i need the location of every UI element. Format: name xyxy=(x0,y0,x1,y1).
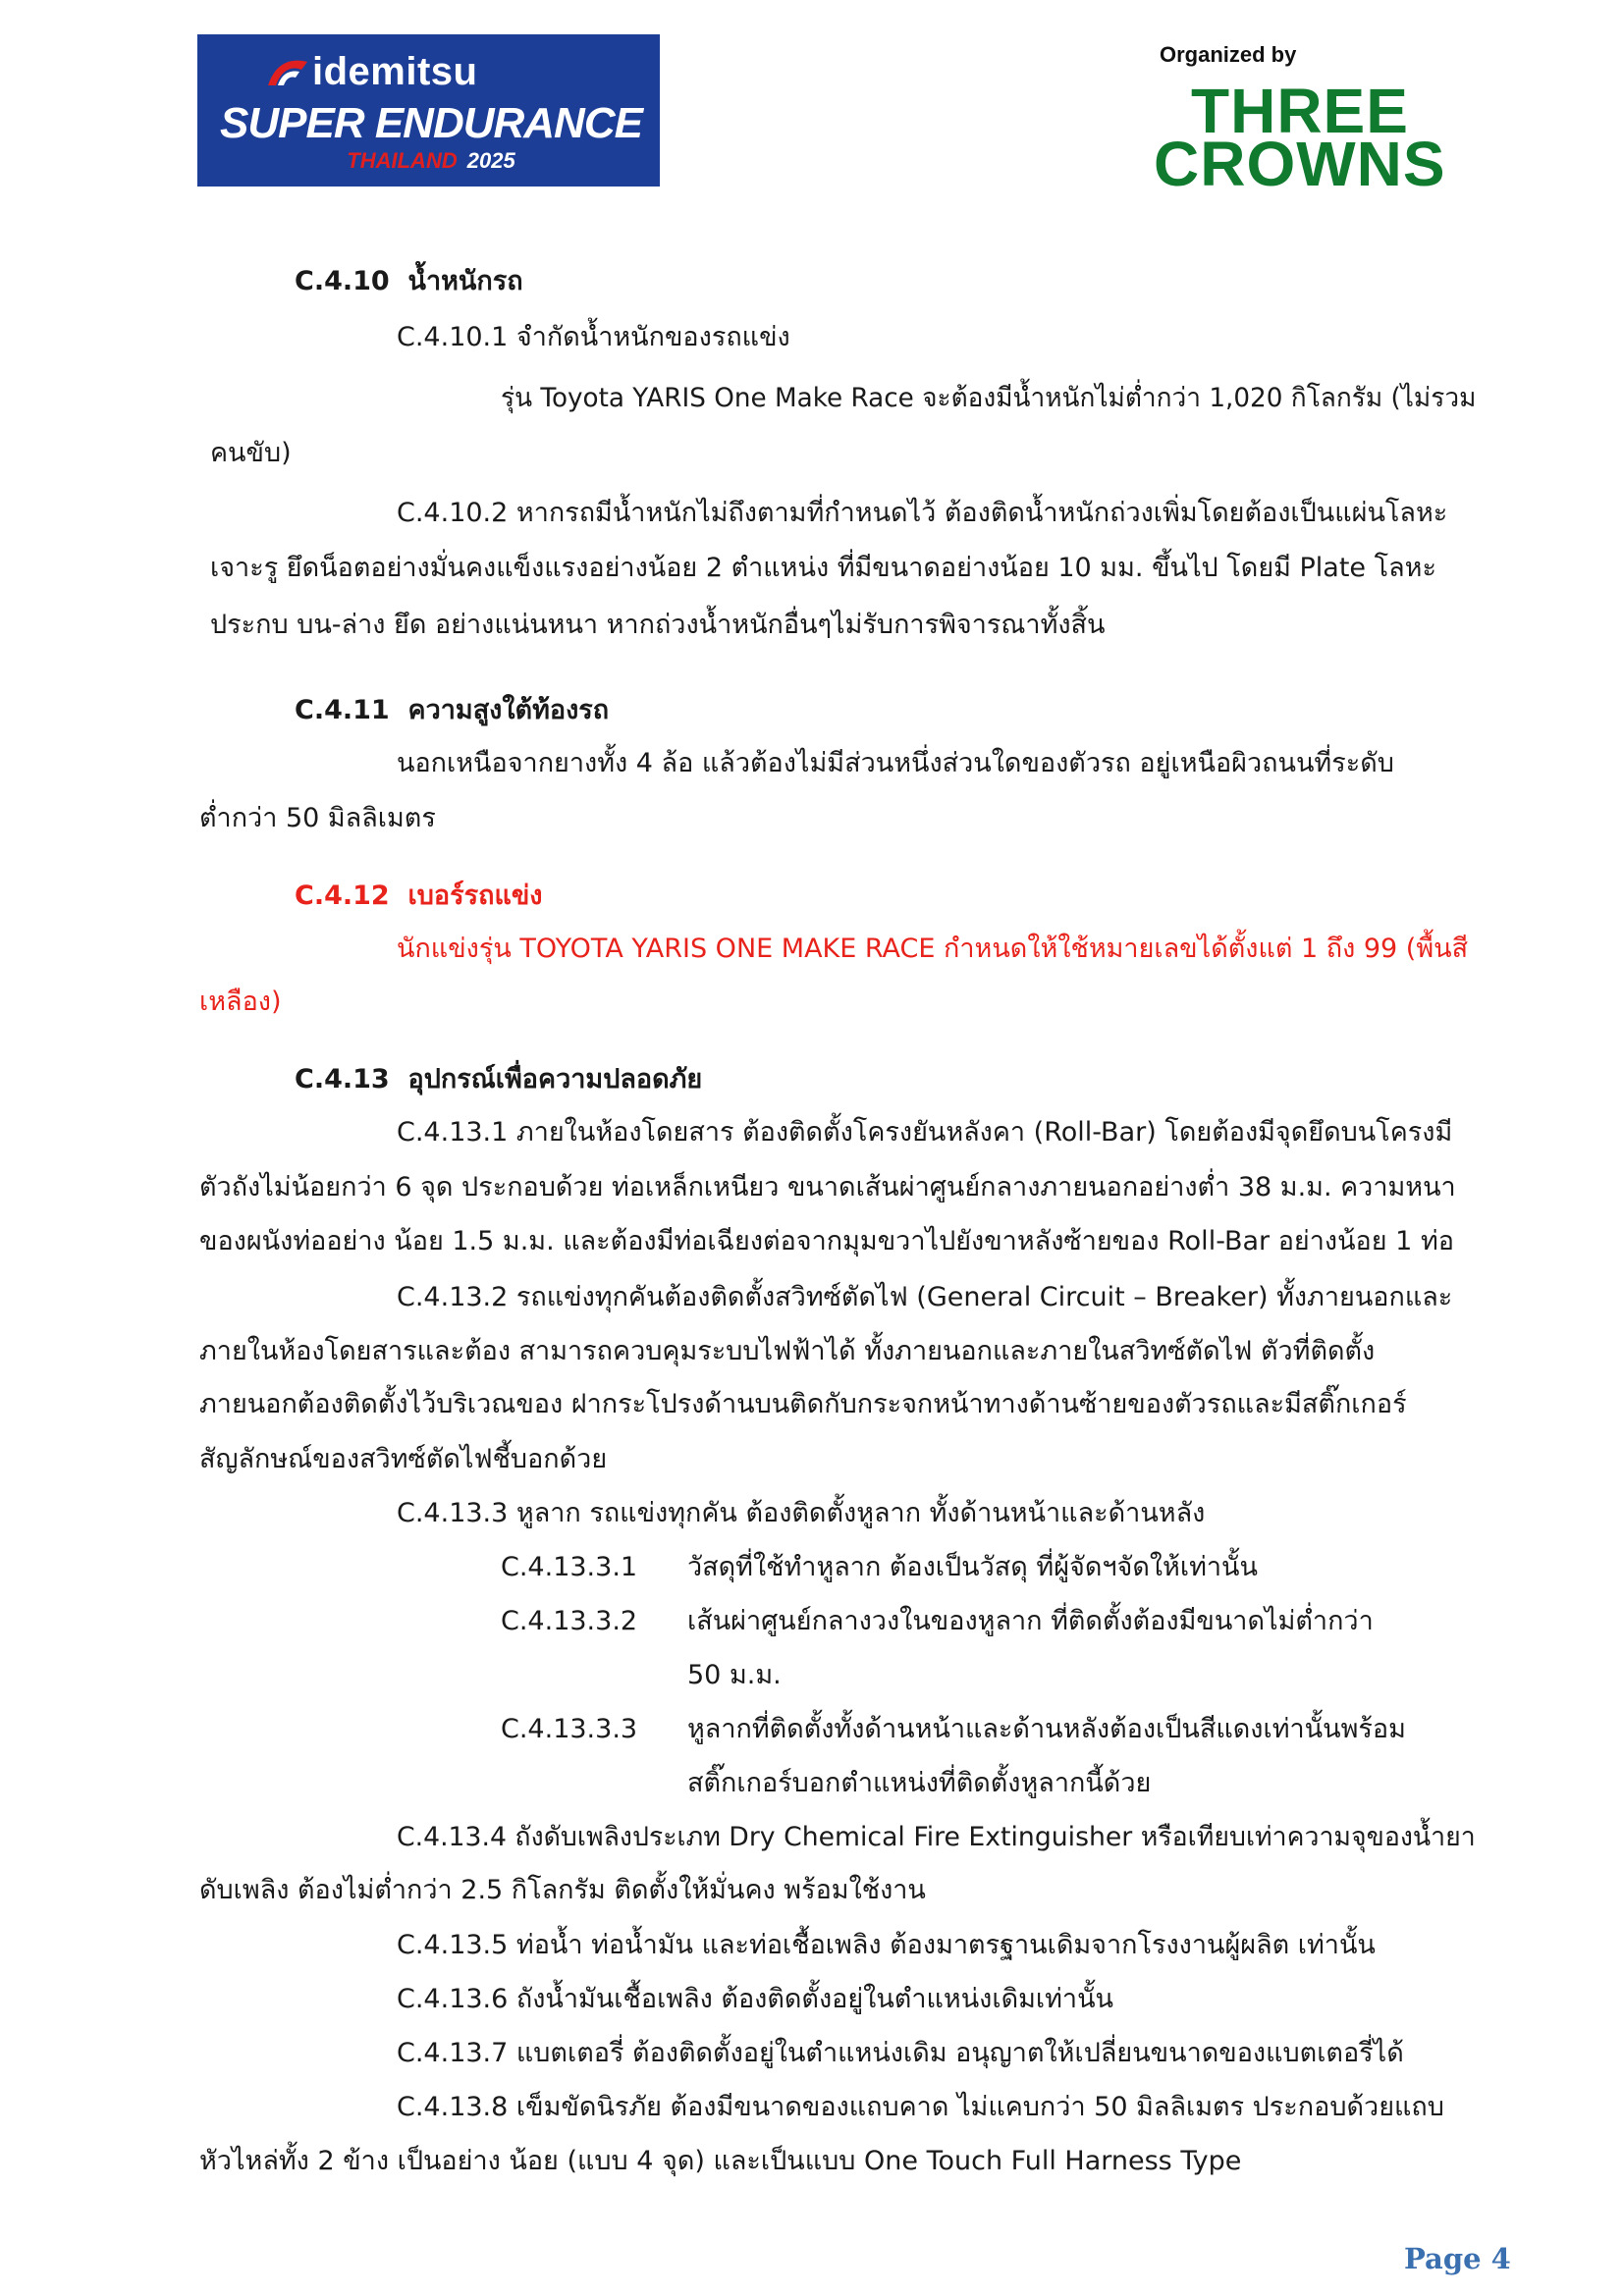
paragraph: สัญลักษณ์ของสวิทซ์ตัดไฟชี้บอกด้วย xyxy=(199,1444,608,1474)
section-number: C.4.13 xyxy=(295,1064,390,1095)
logo-title: SUPER ENDURANCE xyxy=(220,99,642,147)
paragraph: C.4.13.3 หูลาก รถแข่งทุกคัน ต้องติดตั้งหูลาก ทั้งด้านหน้าและด้านหลัง xyxy=(397,1498,1206,1528)
paragraph: C.4.13.8 เข็มขัดนิรภัย ต้องมีขนาดของแถบคาด ไม่แคบกว่า 50 มิลลิเมตร ประกอบด้วยแถบ xyxy=(397,2092,1444,2122)
section-number: C.4.12 xyxy=(295,881,390,911)
paragraph: C.4.13.1 ภายในห้องโดยสาร ต้องติดตั้งโครงยันหลังคา (Roll-Bar) โดยต้องมีจุดยึดบนโครงมี xyxy=(397,1117,1453,1148)
section-title: น้ำหนักรถ xyxy=(407,266,523,296)
idemitsu-super-endurance-logo xyxy=(197,34,660,187)
section-heading-c411 xyxy=(295,694,609,727)
section-number: C.4.11 xyxy=(295,695,390,725)
section-title: อุปกรณ์เพื่อความปลอดภัย xyxy=(407,1064,703,1095)
paragraph: C.4.13.4 ถังดับเพลิงประเภท Dry Chemical Fire Extinguisher หรือเทียบเท่าความจุของน้ำยา xyxy=(397,1822,1476,1852)
subitem-number: C.4.13.3.2 xyxy=(501,1606,638,1636)
page-number: Page 4 xyxy=(1404,2242,1511,2275)
section-title: เบอร์รถแข่ง xyxy=(407,881,543,911)
paragraph: นักแข่งรุ่น TOYOTA YARIS ONE MAKE RACE กำหนดให้ใช้หมายเลขได้ตั้งแต่ 1 ถึง 99 (พื้นสี xyxy=(397,934,1469,964)
paragraph: คนขับ) xyxy=(210,438,292,468)
three-crowns-logo xyxy=(1154,42,1446,199)
paragraph: เหลือง) xyxy=(199,987,282,1017)
section-number: C.4.10 xyxy=(295,266,390,296)
paragraph: C.4.10.2 หากรถมีน้ำหนักไม่ถึงตามที่กำหนดไว้ ต้องติดน้ำหนักถ่วงเพิ่มโดยต้องเป็นแผ่นโลหะ xyxy=(397,498,1448,528)
paragraph: นอกเหนือจากยางทั้ง 4 ล้อ แล้วต้องไม่มีส่วนหนึ่งส่วนใดของตัวรถ อยู่เหนือผิวถนนที่ระดับ xyxy=(397,748,1394,778)
paragraph: ดับเพลิง ต้องไม่ต่ำกว่า 2.5 กิโลกรัม ติดตั้งให้มั่นคง พร้อมใช้งาน xyxy=(199,1875,926,1905)
section-title: ความสูงใต้ท้องรถ xyxy=(407,695,610,725)
flag-icon xyxy=(266,56,309,89)
logo-brand: idemitsu xyxy=(312,50,478,93)
paragraph: ภายในห้องโดยสารและต้อง สามารถควบคุมระบบไฟฟ้าได้ ทั้งภายนอกและภายในสวิทซ์ตัดไฟ ตัวที่ติดตั้ง xyxy=(199,1336,1376,1366)
subitem-text: วัสดุที่ใช้ทำหูลาก ต้องเป็นวัสดุ ที่ผู้จัดฯจัดให้เท่านั้น xyxy=(687,1552,1258,1582)
subitem-text: เส้นผ่าศูนย์กลางวงในของหูลาก ที่ติดตั้งต้องมีขนาดไม่ต่ำกว่า xyxy=(687,1606,1374,1636)
subitem-text: หูลากที่ติดตั้งทั้งด้านหน้าและด้านหลังต้องเป็นสีแดงเท่านั้นพร้อม xyxy=(687,1714,1406,1744)
subitem-text: 50 ม.ม. xyxy=(687,1660,782,1690)
subitem-number: C.4.13.3.1 xyxy=(501,1552,638,1582)
paragraph: C.4.13.7 แบตเตอรี่ ต้องติดตั้งอยู่ในตำแหน่งเดิม อนุญาตให้เปลี่ยนขนาดของแบตเตอรี่ได้ xyxy=(397,2038,1404,2068)
paragraph: รุ่น Toyota YARIS One Make Race จะต้องมีน้ำหนักไม่ต่ำกว่า 1,020 กิโลกรัม (ไม่รวม xyxy=(501,383,1477,413)
organized-by-label: Organized by xyxy=(1160,42,1297,67)
paragraph: C.4.10.1 จำกัดน้ำหนักของรถแข่ง xyxy=(397,322,790,352)
paragraph: หัวไหล่ทั้ง 2 ข้าง เป็นอย่าง น้อย (แบบ 4 จุด) และเป็นแบบ One Touch Full Harness Type xyxy=(199,2146,1242,2176)
logo-sub-red: THAILAND xyxy=(347,148,458,173)
subitem-text: สติ๊กเกอร์บอกตำแหน่งที่ติดตั้งหูลากนี้ด้วย xyxy=(687,1768,1152,1798)
logo-sub-year: 2025 xyxy=(466,148,515,173)
paragraph: เจาะรู ยึดน็อตอย่างมั่นคงแข็งแรงอย่างน้อย 2 ตำแหน่ง ที่มีขนาดอย่างน้อย 10 มม. ขึ้นไป โดยมี Plate โลหะ xyxy=(210,553,1436,583)
paragraph: ของผนังท่ออย่าง น้อย 1.5 ม.ม. และต้องมีท่อเฉียงต่อจากมุมขวาไปยังขาหลังซ้ายของ Roll-Bar อย่างน้อย 1 ท่อ xyxy=(199,1226,1454,1256)
three-crowns-line1: THREE xyxy=(1191,76,1409,146)
logo-subtitle xyxy=(215,148,647,174)
paragraph: ตัวถังไม่น้อยกว่า 6 จุด ประกอบด้วย ท่อเหล็กเหนียว ขนาดเส้นผ่าศูนย์กลางภายนอกอย่างต่ำ 38 ม.ม. ความหนา xyxy=(199,1172,1456,1202)
paragraph: ภายนอกต้องติดตั้งไว้บริเวณของ ฝากระโปรงด้านบนติดกับกระจกหน้าทางด้านซ้ายของตัวรถและมีสติ๊กเกอร์ xyxy=(199,1389,1407,1419)
subitem-number: C.4.13.3.3 xyxy=(501,1714,638,1744)
three-crowns-line2: CROWNS xyxy=(1154,129,1446,199)
paragraph: ประกบ บน-ล่าง ยึด อย่างแน่นหนา หากถ่วงน้ำหนักอื่นๆไม่รับการพิจารณาทั้งสิ้น xyxy=(210,610,1106,640)
section-heading-c412 xyxy=(295,880,543,913)
paragraph: C.4.13.2 รถแข่งทุกคันต้องติดตั้งสวิทซ์ตัดไฟ (General Circuit – Breaker) ทั้งภายนอกและ xyxy=(397,1282,1453,1312)
paragraph: ต่ำกว่า 50 มิลลิเมตร xyxy=(199,803,436,833)
paragraph: C.4.13.6 ถังน้ำมันเชื้อเพลิง ต้องติดตั้งอยู่ในตำแหน่งเดิมเท่านั้น xyxy=(397,1984,1114,2014)
section-heading-c413 xyxy=(295,1063,702,1096)
section-heading-c410 xyxy=(295,265,523,298)
paragraph: C.4.13.5 ท่อน้ำ ท่อน้ำมัน และท่อเชื้อเพลิง ต้องมาตรฐานเดิมจากโรงงานผู้ผลิต เท่านั้น xyxy=(397,1930,1376,1960)
